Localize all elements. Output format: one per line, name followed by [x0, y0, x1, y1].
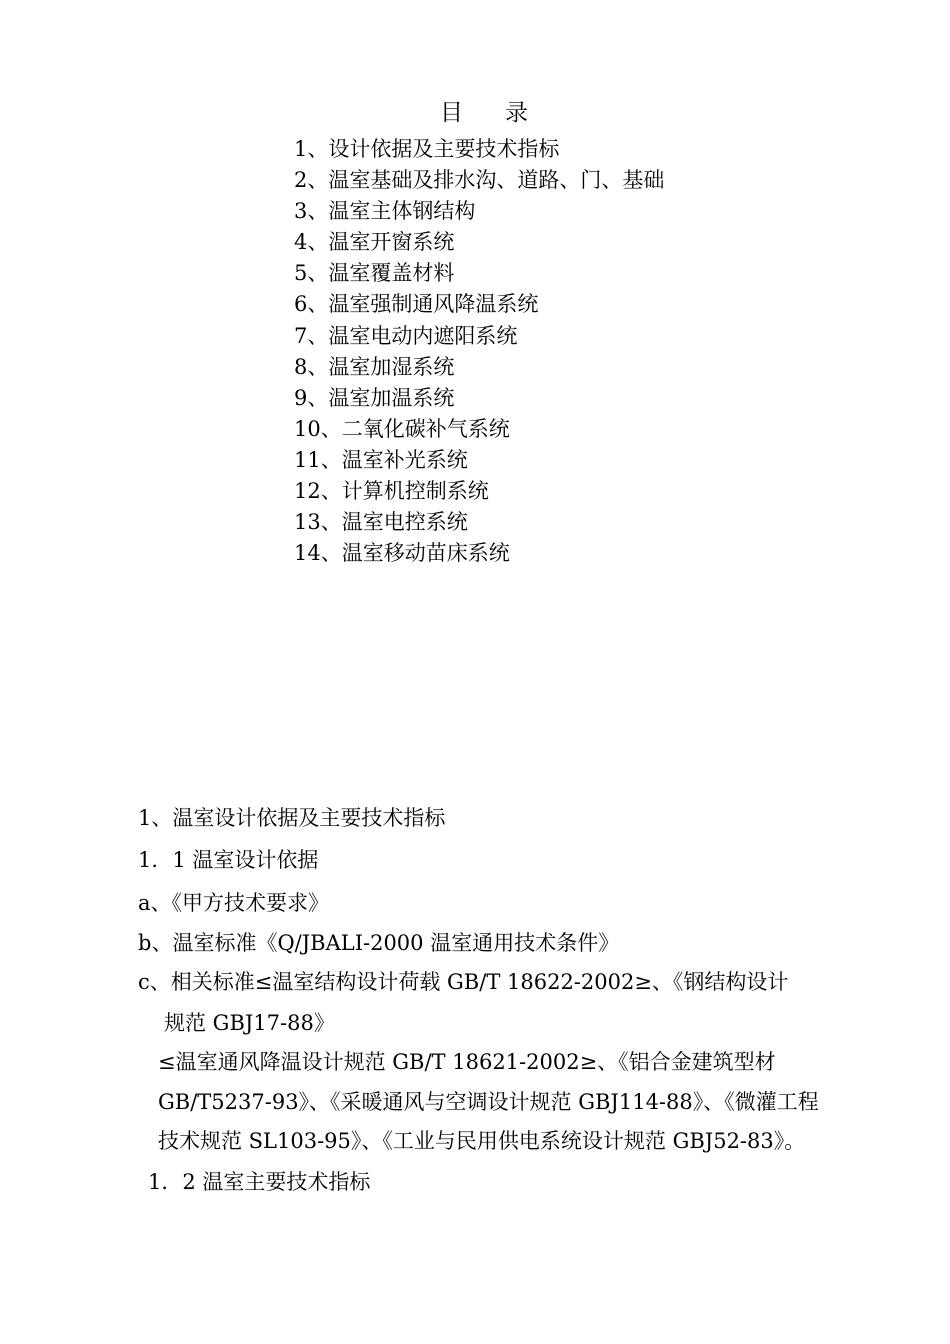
toc-item: 9、温室加温系统 [294, 385, 455, 410]
paragraph-b: b、温室标准《Q/JBALI-2000 温室通用技术条件》 [138, 931, 620, 955]
toc-item: 12、计算机控制系统 [294, 479, 489, 504]
toc-item: 8、温室加湿系统 [294, 354, 455, 379]
paragraph-a: a、《甲方技术要求》 [138, 891, 330, 915]
toc-item: 4、温室开窗系统 [294, 230, 455, 255]
toc-item: 2、温室基础及排水沟、道路、门、基础 [294, 168, 665, 193]
toc-item: 10、二氧化碳补气系统 [294, 416, 510, 441]
toc-item: 13、温室电控系统 [294, 510, 468, 535]
toc-title [0, 96, 950, 130]
paragraph-c-line-5: 技术规范 SL103-95》、《工业与民用供电系统设计规范 GBJ52-83》。 [158, 1129, 806, 1153]
toc-item: 6、温室强制通风降温系统 [294, 292, 539, 317]
paragraph-c-line-1: c、相关标准≤温室结构设计荷载 GB/T 18622-2002≥、《钢结构设计 [138, 970, 789, 994]
toc-item: 7、温室电动内遮阳系统 [294, 323, 518, 348]
paragraph-c-line-3: ≤温室通风降温设计规范 GB/T 18621-2002≥、《铝合金建筑型材 [158, 1050, 776, 1074]
toc-title-left: 目 [440, 100, 465, 126]
subsection-heading-technical-indicators: 1．2 温室主要技术指标 [148, 1170, 371, 1194]
subsection-heading-design-basis: 1．1 温室设计依据 [138, 848, 319, 872]
toc-item: 5、温室覆盖材料 [294, 261, 455, 286]
toc-item: 3、温室主体钢结构 [294, 199, 476, 224]
toc-title-right: 录 [505, 100, 530, 126]
toc-item: 11、温室补光系统 [294, 447, 468, 472]
paragraph-c-line-2: 规范 GBJ17-88》 [164, 1011, 335, 1035]
toc-list [294, 134, 664, 569]
paragraph-c-line-4: GB/T5237-93》、《采暖通风与空调设计规范 GBJ114-88》、《微灌工程 [158, 1090, 819, 1114]
section-heading: 1、温室设计依据及主要技术指标 [138, 806, 446, 830]
toc-item: 1、设计依据及主要技术指标 [294, 137, 560, 161]
toc-item: 14、温室移动苗床系统 [294, 541, 510, 566]
